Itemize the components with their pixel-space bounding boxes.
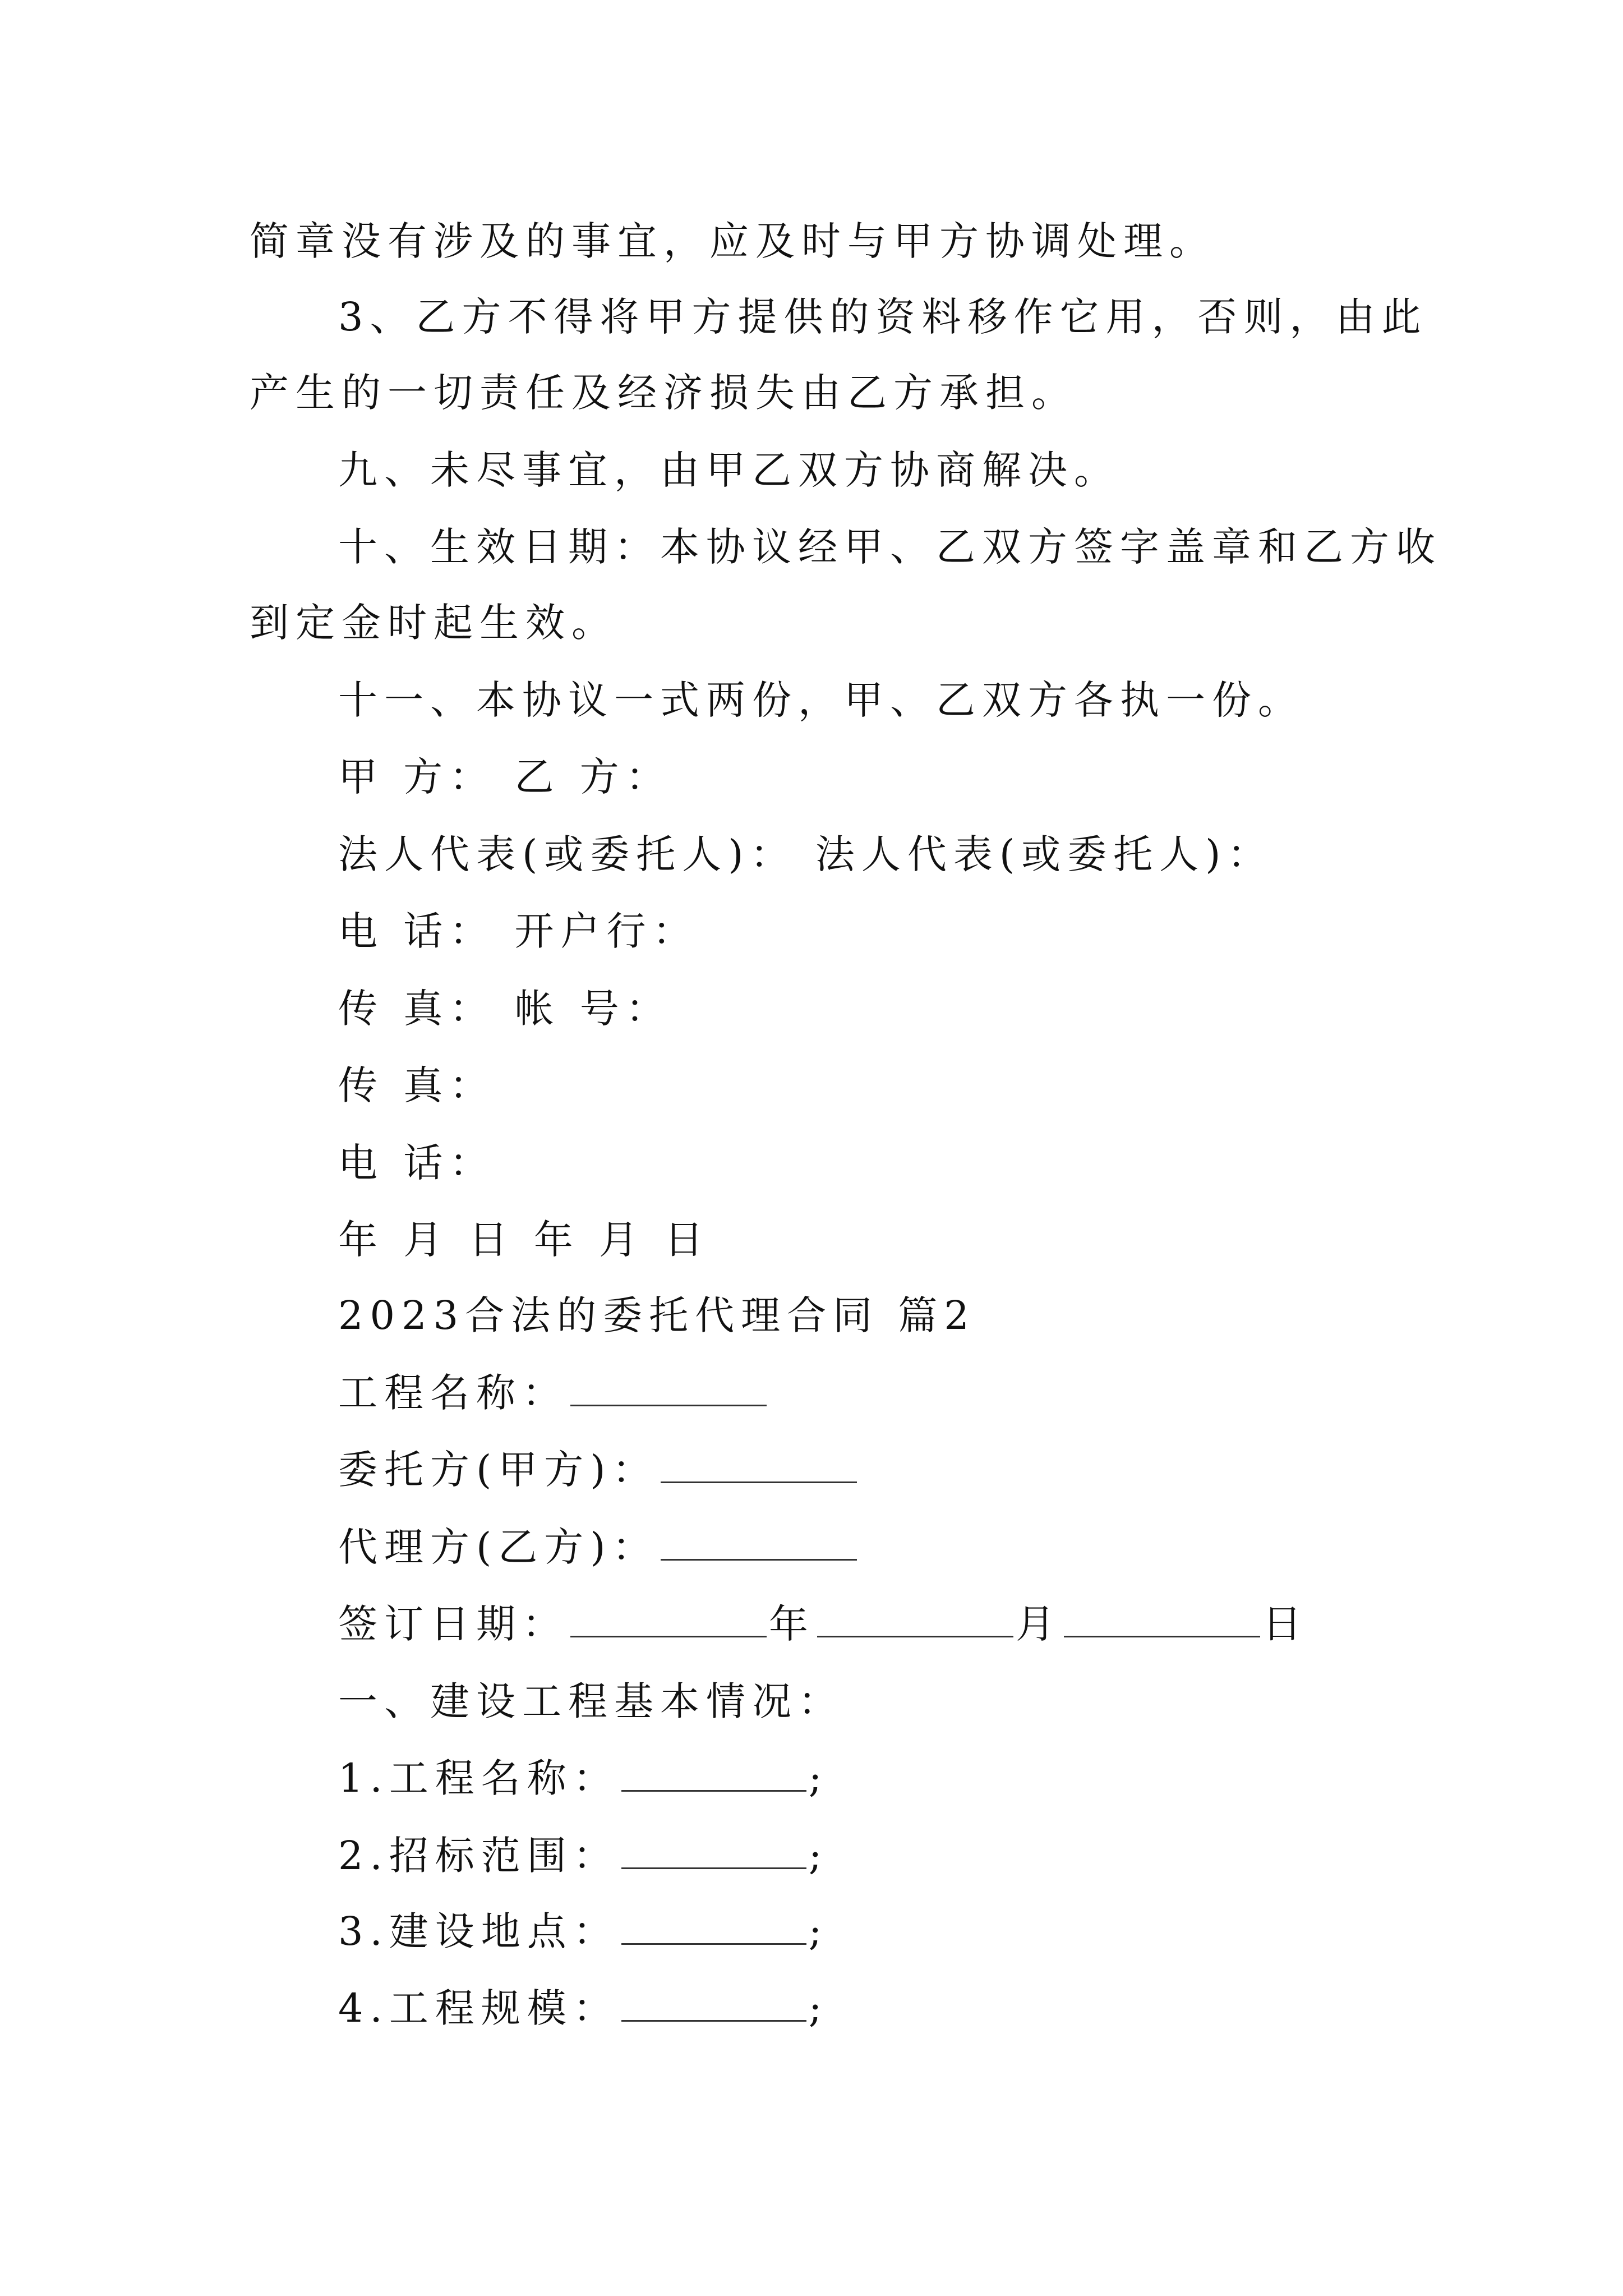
sign-date-label: 签订日期： xyxy=(338,1601,568,1647)
signature-phone-line: 电 话： 开户行： xyxy=(338,908,699,954)
list-item-end: ; xyxy=(808,1908,829,1954)
list-item xyxy=(338,1830,828,1881)
signature-fax-line: 传 真： 帐 号： xyxy=(338,986,672,1032)
list-item-blank xyxy=(621,1833,806,1869)
signature-date-line: 年 月 日 年 月 日 xyxy=(338,1217,711,1263)
paragraph-line: 十一、本协议一式两份，甲、乙双方各执一份。 xyxy=(338,677,1304,723)
list-item-end: ; xyxy=(808,1985,829,2031)
paragraph-line: 简章没有涉及的事宜，应及时与甲方协调处理。 xyxy=(250,218,1215,264)
day-unit: 日 xyxy=(1262,1601,1308,1647)
sign-date-line xyxy=(338,1599,1308,1649)
list-item-label: 2.招标范围： xyxy=(338,1833,619,1879)
signature-rep-line: 法人代表(或委托人)： 法人代表(或委托人)： xyxy=(338,831,1274,877)
list-item xyxy=(338,1983,828,2033)
client-label: 委托方(甲方)： xyxy=(338,1447,658,1493)
client-line xyxy=(338,1444,859,1495)
paragraph-line: 产生的一切责任及经济损失由乙方承担。 xyxy=(250,370,1077,416)
client-blank xyxy=(661,1447,857,1483)
year-blank xyxy=(570,1601,767,1637)
paragraph-line: 十、生效日期：本协议经甲、乙双方签字盖章和乙方收 xyxy=(338,524,1442,570)
list-item-label: 1.工程名称： xyxy=(338,1755,619,1801)
list-item xyxy=(338,1753,828,1803)
year-unit: 年 xyxy=(769,1601,815,1647)
agent-blank xyxy=(661,1524,857,1561)
paragraph-line: 到定金时起生效。 xyxy=(250,600,617,646)
section-heading: 一、建设工程基本情况： xyxy=(338,1678,844,1724)
section-heading: 2023合法的委托代理合同 篇2 xyxy=(338,1292,976,1338)
project-name-label: 工程名称： xyxy=(338,1370,568,1416)
list-item xyxy=(338,1906,828,1957)
project-name-line xyxy=(338,1368,769,1418)
list-item-blank xyxy=(621,1908,806,1945)
agent-label: 代理方(乙方)： xyxy=(338,1524,658,1570)
list-item-blank xyxy=(621,1985,806,2022)
list-item-end: ; xyxy=(808,1833,829,1879)
list-item-end: ; xyxy=(808,1755,829,1801)
paragraph-line: 3、乙方不得将甲方提供的资料移作它用，否则，由此 xyxy=(338,294,1428,340)
list-item-label: 4.工程规模： xyxy=(338,1985,619,2031)
agent-line xyxy=(338,1522,859,1572)
project-name-blank xyxy=(570,1370,767,1406)
signature-phone-line: 电 话： xyxy=(338,1140,496,1186)
month-blank xyxy=(817,1601,1013,1637)
paragraph-line: 九、未尽事宜，由甲乙双方协商解决。 xyxy=(338,447,1120,493)
month-unit: 月 xyxy=(1016,1601,1062,1647)
list-item-label: 3.建设地点： xyxy=(338,1908,619,1954)
day-blank xyxy=(1064,1601,1260,1637)
signature-party-line: 甲 方： 乙 方： xyxy=(338,754,672,800)
signature-fax-line: 传 真： xyxy=(338,1062,496,1108)
list-item-blank xyxy=(621,1755,806,1792)
